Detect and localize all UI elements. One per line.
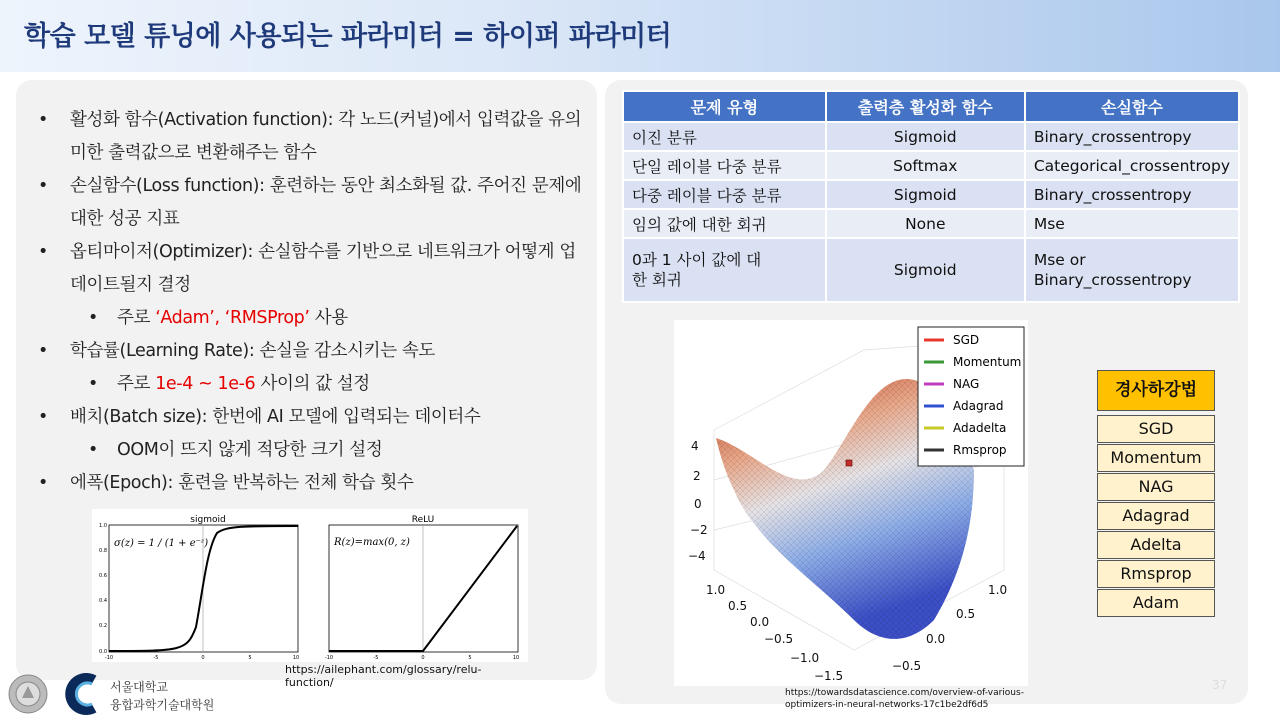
table-cell: Binary_crossentropy: [1025, 122, 1239, 151]
university-logos: [8, 672, 108, 716]
table-cell: [1025, 238, 1239, 302]
table-cell: Categorical_crossentropy: [1025, 151, 1239, 180]
sub-bullet-item: [38, 434, 590, 467]
legend-label: Rmsprop: [953, 443, 1007, 457]
z-tick: 2: [693, 469, 701, 483]
sigmoid-xtick: 10: [292, 655, 300, 661]
table-header-row: [623, 91, 1239, 122]
table-cell: 단일 레이블 다중 분류: [623, 151, 826, 180]
optimizer-item: Adelta: [1097, 531, 1215, 559]
source-link-left[interactable]: https://ailephant.com/glossary/relu-function/: [285, 663, 482, 689]
sigmoid-ytick: 1.0: [99, 523, 107, 529]
y-tick: −0.5: [892, 659, 922, 673]
header-loss-function: 손실함수: [1025, 91, 1239, 122]
bullet-item: [38, 104, 590, 170]
university-name: [110, 678, 214, 714]
bullet-text: 사이의 값 설정: [255, 374, 370, 394]
bullet-text: 손실함수(Loss function): 훈련하는 동안 최소화될 값. 주어진 문제에 대한 성공 지표: [70, 176, 582, 229]
sigmoid-ytick: 0.2: [99, 623, 107, 629]
relu-xtick: 0: [421, 655, 425, 661]
legend-label: Momentum: [953, 355, 1022, 369]
bullet-text: 학습률(Learning Rate): 손실을 감소시키는 속도: [70, 341, 435, 361]
start-point-marker: [846, 460, 852, 466]
bullet-text: 에폭(Epoch): 훈련을 반복하는 전체 학습 횟수: [70, 473, 414, 493]
table-cell: Sigmoid: [826, 180, 1025, 209]
sigmoid-y-ticks: [99, 523, 107, 655]
activation-plots-svg: [92, 509, 528, 662]
table-row: [623, 122, 1239, 151]
x-tick: −0.5: [764, 632, 794, 646]
relu-xtick: -10: [324, 655, 334, 661]
x-tick: −1.0: [790, 651, 820, 665]
bullet-text: OOM이 뜨지 않게 적당한 크기 설정: [117, 440, 383, 460]
legend-label: Adadelta: [953, 421, 1007, 435]
gradient-descent-title: 경사하강법: [1097, 370, 1215, 411]
bullet-text: 주로: [117, 308, 156, 328]
bullet-item: [38, 467, 590, 500]
bullet-item: [38, 236, 590, 302]
sigmoid-xtick: 5: [248, 655, 252, 661]
optimizer-item: SGD: [1097, 415, 1215, 443]
surface-x-ticks: [706, 583, 843, 683]
optimizer-surface-plot: [674, 320, 1028, 686]
bullet-item: [38, 401, 590, 434]
university-name-line2: 융합과학기술대학원: [110, 698, 215, 712]
sigmoid-xtick: -5: [153, 655, 159, 661]
legend-label: SGD: [953, 333, 980, 347]
sigmoid-x-ticks: [105, 655, 299, 661]
table-cell: None: [826, 209, 1025, 238]
sub-bullet-item: [38, 302, 590, 335]
sigmoid-formula: σ(z) = 1 / (1 + e⁻ᶻ): [114, 538, 209, 549]
z-tick: −4: [688, 549, 706, 563]
sigmoid-ytick: 0.0: [99, 649, 107, 655]
y-tick: 0.5: [956, 607, 976, 621]
sub-bullet-item: [38, 368, 590, 401]
table-cell: Sigmoid: [826, 238, 1025, 302]
surface-z-ticks: [688, 439, 708, 563]
table-cell: Mse: [1025, 209, 1239, 238]
table-row: [623, 238, 1239, 302]
relu-xtick: 5: [468, 655, 472, 661]
relu-x-ticks: [325, 655, 519, 661]
table-cell: Softmax: [826, 151, 1025, 180]
table-cell: 이진 분류: [623, 122, 826, 151]
page-number: 37: [1212, 678, 1228, 692]
optimizer-item: Adam: [1097, 589, 1215, 617]
highlight-text: 1e-4 ~ 1e-6: [155, 374, 256, 394]
hyperparameter-bullet-list: [38, 104, 590, 500]
x-tick: 0.0: [750, 615, 770, 629]
bullet-text: 옵티마이저(Optimizer): 손실함수를 기반으로 네트워크가 어떻게 업데이트될지 결정: [70, 242, 576, 295]
header-problem-type: 문제 유형: [623, 91, 826, 122]
table-cell-text: Mse or Binary_crossentropy: [1033, 251, 1192, 289]
table-row: [623, 151, 1239, 180]
bullet-item: [38, 170, 590, 236]
z-tick: −2: [690, 523, 708, 537]
activation-function-plots: [92, 509, 528, 662]
sigmoid-ytick: 0.6: [99, 573, 107, 579]
sigmoid-plot-title: sigmoid: [190, 515, 226, 525]
bullet-item: [38, 335, 590, 368]
relu-plot-title: ReLU: [411, 515, 435, 525]
z-tick: 4: [691, 439, 699, 453]
page-title: 학습 모델 튜닝에 사용되는 파라미터 = 하이퍼 파라미터: [24, 21, 672, 52]
university-name-line1: 서울대학교: [110, 680, 168, 694]
bullet-text: 활성화 함수(Activation function): 각 노드(커널)에서 입력값을 유의미한 출력값으로 변환해주는 함수: [70, 110, 582, 163]
table-cell: Sigmoid: [826, 122, 1025, 151]
x-tick: 0.5: [728, 599, 748, 613]
highlight-text: ‘Adam’, ‘RMSProp’: [155, 308, 310, 328]
sigmoid-xtick: -10: [104, 655, 114, 661]
optimizer-item: NAG: [1097, 473, 1215, 501]
bullet-text: 주로: [117, 374, 156, 394]
logo-svg: [8, 672, 108, 716]
relu-formula: R(z)=max(0, z): [334, 537, 410, 548]
legend-label: Adagrad: [953, 399, 1004, 413]
snu-emblem-icon: [9, 675, 47, 713]
source-link-right[interactable]: https://towardsdatascience.com/overview-of-various-optimizers-in-neural-networks-17c1be2df6d5: [785, 688, 1024, 710]
x-tick: 1.0: [706, 583, 726, 597]
surface-svg: [674, 320, 1028, 686]
optimizer-item: Adagrad: [1097, 502, 1215, 530]
table-cell: 다중 레이블 다중 분류: [623, 180, 826, 209]
table-cell: 임의 값에 대한 회귀: [623, 209, 826, 238]
table-row: [623, 180, 1239, 209]
table-cell: [623, 238, 826, 302]
x-tick: −1.5: [814, 669, 844, 683]
sigmoid-ytick: 0.8: [99, 548, 107, 554]
y-tick: 1.0: [988, 583, 1008, 597]
loss-function-table: [622, 90, 1240, 303]
relu-xtick: 10: [512, 655, 520, 661]
optimizer-item: Rmsprop: [1097, 560, 1215, 588]
table-row: [623, 209, 1239, 238]
optimizer-item: Momentum: [1097, 444, 1215, 472]
sigmoid-xtick: 0: [201, 655, 205, 661]
bullet-text: 사용: [309, 308, 348, 328]
y-tick: 0.0: [926, 632, 946, 646]
table-cell-text: 0과 1 사이 값에 대한 회귀: [632, 251, 762, 289]
table-cell: Binary_crossentropy: [1025, 180, 1239, 209]
title-bar: [0, 0, 1280, 72]
sigmoid-ytick: 0.4: [99, 598, 107, 604]
relu-xtick: -5: [373, 655, 379, 661]
gsconvergence-logo-icon: [70, 678, 94, 710]
bullet-text: 배치(Batch size): 한번에 AI 모델에 입력되는 데이터수: [70, 407, 481, 427]
legend-label: NAG: [953, 377, 980, 391]
z-tick: 0: [694, 497, 702, 511]
header-output-activation: 출력층 활성화 함수: [826, 91, 1025, 122]
